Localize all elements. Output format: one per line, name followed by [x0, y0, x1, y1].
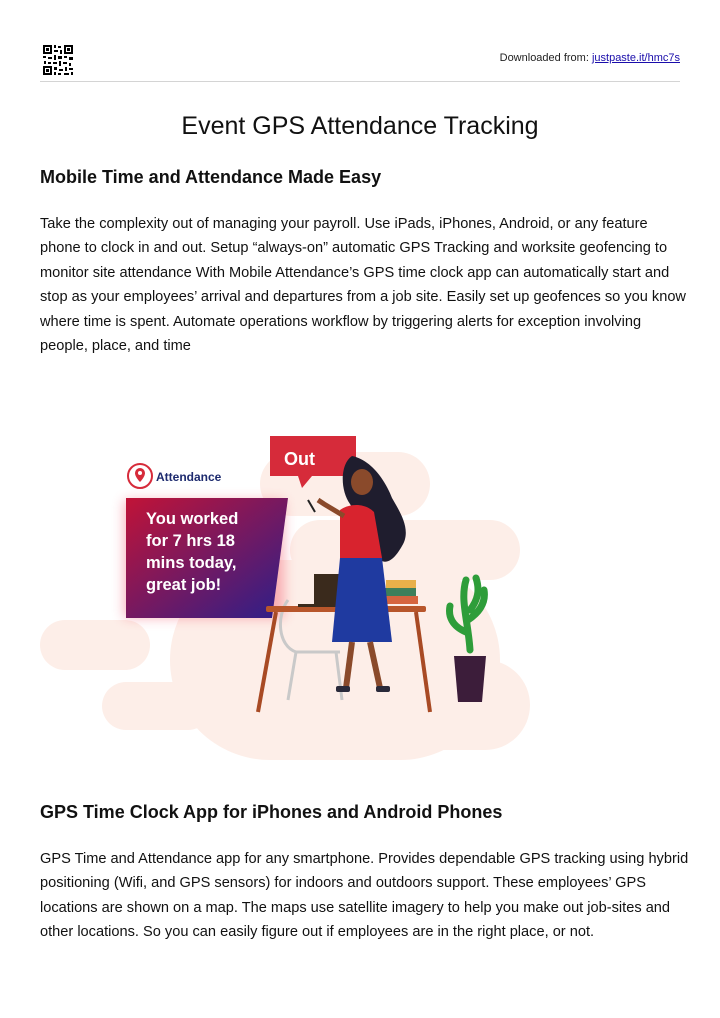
source-note — [500, 52, 680, 64]
section-heading-mobile-attendance: Mobile Time and Attendance Made Easy — [40, 167, 382, 187]
section-heading-gps-time-clock: GPS Time Clock App for iPhones and Android Phones — [40, 802, 503, 822]
header-divider — [40, 81, 680, 82]
out-label: Out — [284, 449, 315, 469]
attendance-illustration — [40, 420, 580, 760]
worked-hours-message: You worked for 7 hrs 18 mins today, great job! — [146, 510, 239, 594]
page-header — [40, 42, 680, 82]
section-body-mobile-attendance: Take the complexity out of managing your payroll. Use iPads, iPhones, Android, or any feature phone to clock in and out. Setup “always-on” automatic GPS Tracking and worksite geofencing to monitor site attendance With Mobile Attendance’s GPS time clock app can automatically start and stop as your employees’ arrival and departures from a job site. Easily set up geofences so you know where time is spent. Automate operations workflow by triggering alerts for exception involving people, place, and time — [40, 216, 686, 355]
attendance-brand-label: Attendance — [156, 470, 222, 484]
source-link[interactable]: justpaste.it/hmc7s — [591, 52, 680, 64]
qr-code-icon — [42, 44, 74, 76]
page-title: Event GPS Attendance Tracking — [181, 112, 539, 140]
section-body-gps-time-clock: GPS Time and Attendance app for any smartphone. Provides dependable GPS tracking using hybrid positioning (Wifi, and GPS sensors) for indoors and outdoors support. These employees’ GPS locations are shown on a map. The maps use satellite imagery to help you make out job-sites and other locations. So you can easily figure out if employees are in the right place, or not. — [40, 851, 689, 941]
source-prefix: Downloaded from: — [499, 52, 592, 64]
